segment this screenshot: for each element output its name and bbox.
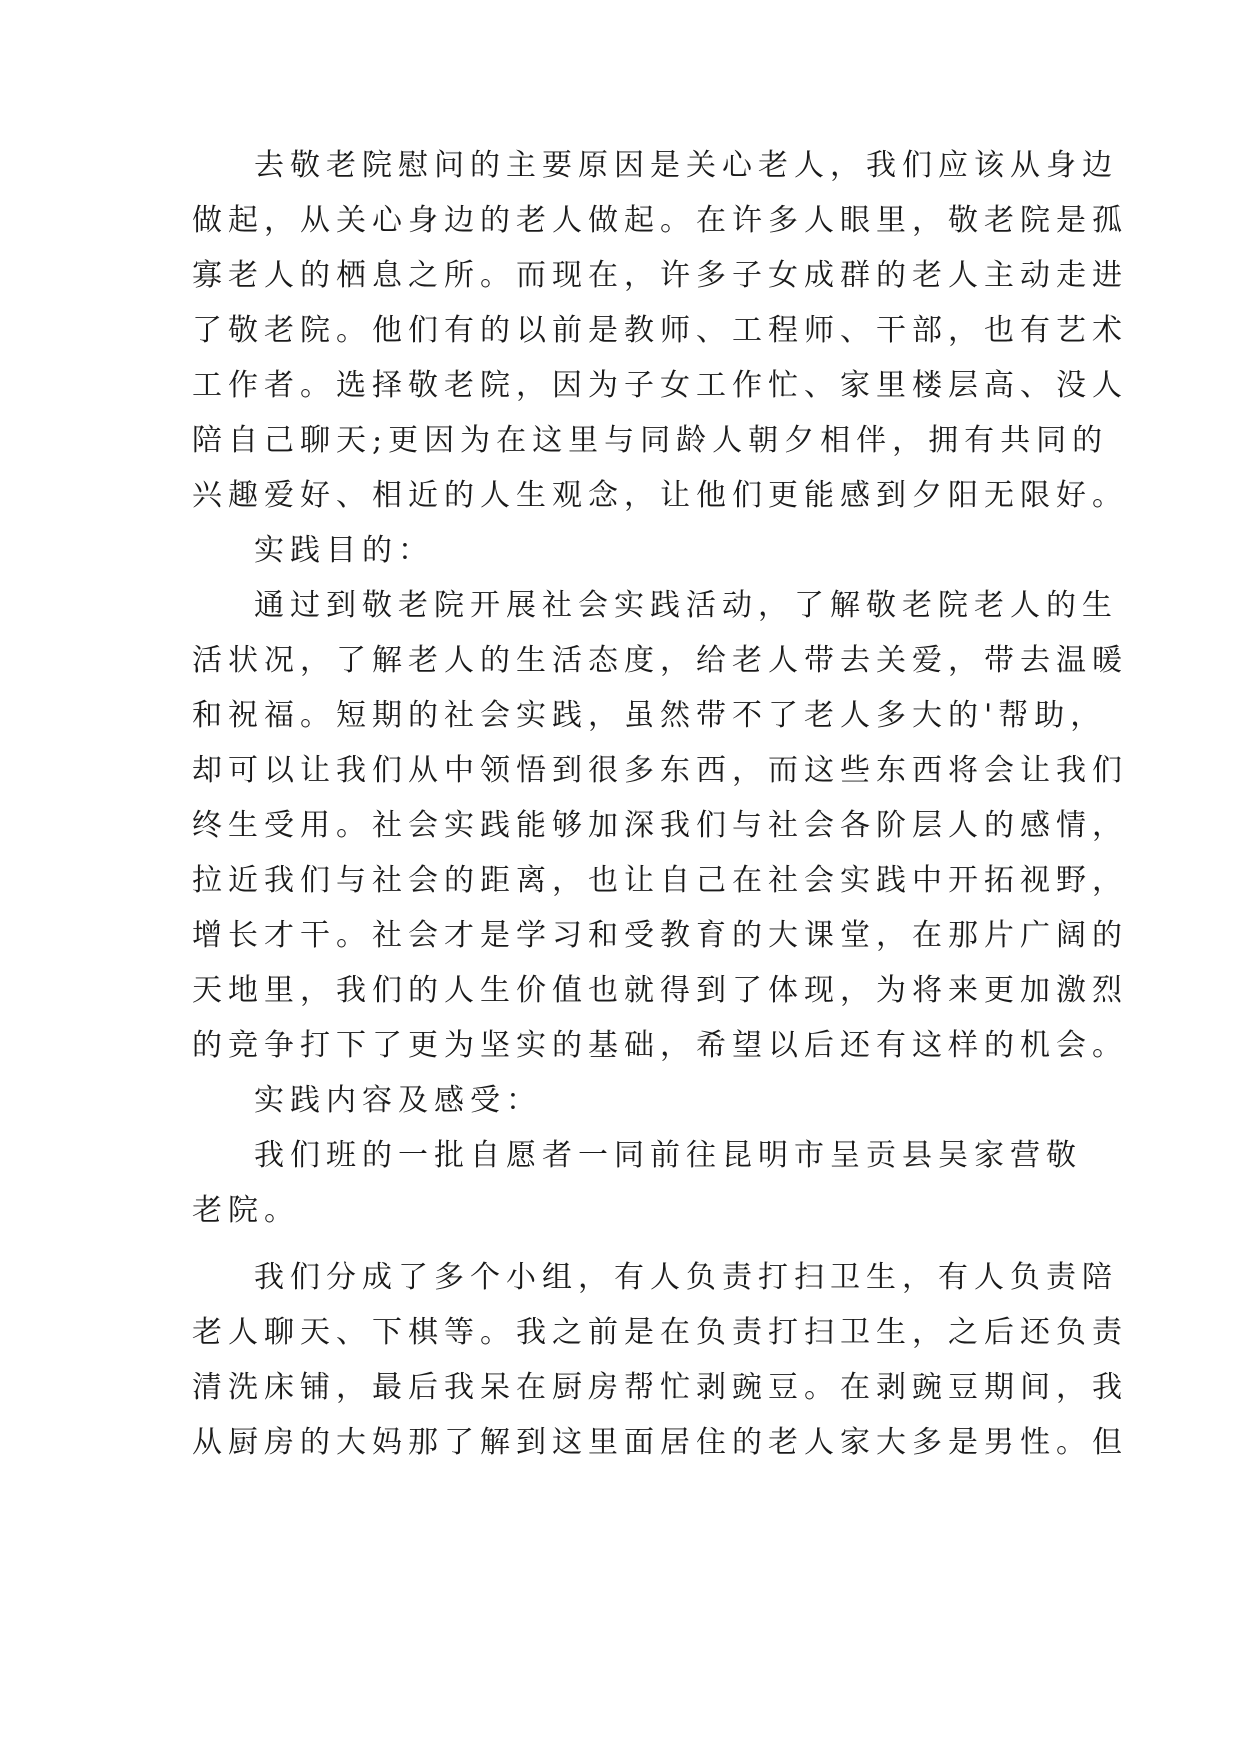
- paragraph-line: 通过到敬老院开展社会实践活动，了解敬老院老人的生: [254, 588, 1118, 623]
- paragraph-line: 增长才干。社会才是学习和受教育的大课堂，在那片广阔的: [192, 918, 1128, 953]
- paragraph-line: 终生受用。社会实践能够加深我们与社会各阶层人的感情，: [192, 808, 1128, 843]
- paragraph-line: 活状况，了解老人的生活态度，给老人带去关爱，带去温暖: [192, 643, 1128, 678]
- paragraph-line: 老院。: [192, 1193, 300, 1228]
- paragraph-line: 清洗床铺，最后我呆在厨房帮忙剥豌豆。在剥豌豆期间，我: [192, 1370, 1128, 1405]
- paragraph-line: 却可以让我们从中领悟到很多东西，而这些东西将会让我们: [192, 753, 1128, 788]
- paragraph-line: 老人聊天、下棋等。我之前是在负责打扫卫生，之后还负责: [192, 1315, 1128, 1350]
- paragraph-line: 天地里，我们的人生价值也就得到了体现，为将来更加激烈: [192, 973, 1128, 1008]
- section-heading: 实践内容及感受：: [254, 1083, 542, 1118]
- paragraph-line: 去敬老院慰问的主要原因是关心老人，我们应该从身边: [254, 148, 1118, 183]
- paragraph-line: 和祝福。短期的社会实践，虽然带不了老人多大的'帮助，: [192, 698, 1107, 733]
- paragraph-line: 我们分成了多个小组，有人负责打扫卫生，有人负责陪: [254, 1260, 1118, 1295]
- paragraph-line: 了敬老院。他们有的以前是教师、工程师、干部，也有艺术: [192, 313, 1128, 348]
- paragraph-line: 工作者。选择敬老院，因为子女工作忙、家里楼层高、没人: [192, 368, 1128, 403]
- paragraph-line: 做起，从关心身边的老人做起。在许多人眼里，敬老院是孤: [192, 203, 1128, 238]
- paragraph-line: 的竞争打下了更为坚实的基础，希望以后还有这样的机会。: [192, 1028, 1128, 1063]
- section-heading: 实践目的：: [254, 533, 434, 568]
- paragraph-line: 兴趣爱好、相近的人生观念，让他们更能感到夕阳无限好。: [192, 478, 1128, 513]
- paragraph-line: 拉近我们与社会的距离，也让自己在社会实践中开拓视野，: [192, 863, 1128, 898]
- paragraph-line: 我们班的一批自愿者一同前往昆明市呈贡县吴家营敬: [254, 1138, 1082, 1173]
- paragraph-line: 寡老人的栖息之所。而现在，许多子女成群的老人主动走进: [192, 258, 1128, 293]
- paragraph-line: 从厨房的大妈那了解到这里面居住的老人家大多是男性。但: [192, 1425, 1128, 1460]
- paragraph-line: 陪自己聊天;更因为在这里与同龄人朝夕相伴，拥有共同的: [192, 423, 1109, 458]
